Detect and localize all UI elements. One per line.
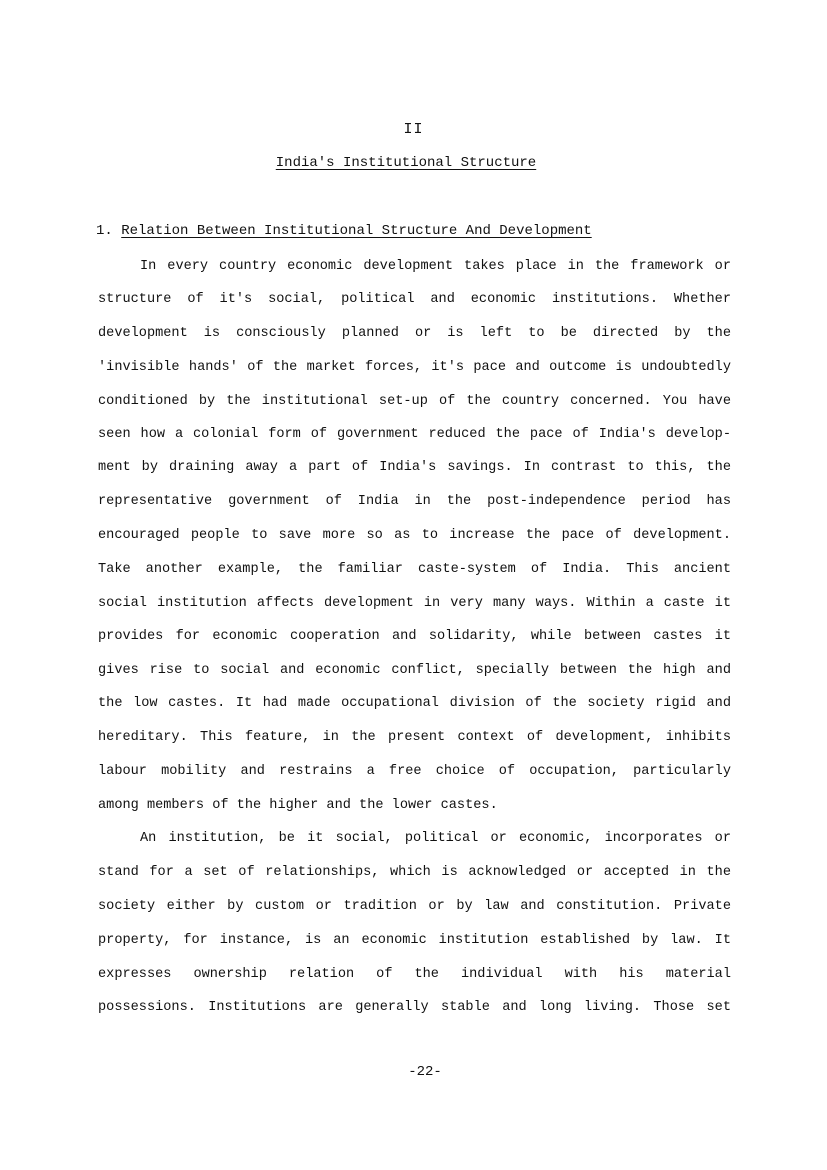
paragraph-1-line-4: 'invisible hands' of the market forces, it's pace and outcome is undoubtedly [98, 360, 731, 375]
paragraph-1-line-13: gives rise to social and economic conflict, specially between the high and [98, 663, 731, 678]
paragraph-1-line-8: representative government of India in the post-independence period has [98, 494, 731, 509]
paragraph-2-line-2: stand for a set of relationships, which is acknowledged or accepted in the [98, 865, 731, 880]
section-heading [96, 223, 592, 239]
paragraph-1-line-15: hereditary. This feature, in the present context of development, inhibits [98, 730, 731, 745]
page-number: -22- [408, 1064, 442, 1080]
chapter-number: II [403, 121, 424, 138]
paragraph-1-line-10: Take another example, the familiar caste-system of India. This ancient [98, 562, 731, 577]
paragraph-2-line-6: possessions. Institutions are generally stable and long living. Those set [98, 1000, 731, 1015]
paragraph-2-line-4: property, for instance, is an economic institution established by law. It [98, 933, 731, 948]
paragraph-1-line-11: social institution affects development in very many ways. Within a caste it [98, 596, 731, 611]
section-number: 1. [96, 223, 113, 239]
paragraph-1-line-2: structure of it's social, political and economic institutions. Whether [98, 292, 731, 307]
section-title: Relation Between Institutional Structure And Development [121, 223, 592, 239]
paragraph-2-line-1: An institution, be it social, political or economic, incorporates or [140, 831, 731, 846]
chapter-title: India's Institutional Structure [275, 155, 537, 171]
paragraph-1-line-5: conditioned by the institutional set-up of the country concerned. You have [98, 394, 731, 409]
paragraph-1-line-6: seen how a colonial form of government reduced the pace of India's develop- [98, 427, 731, 442]
paragraph-1-line-7: ment by draining away a part of India's savings. In contrast to this, the [98, 460, 731, 475]
paragraph-1-line-14: the low castes. It had made occupational division of the society rigid and [98, 696, 731, 711]
paragraph-2-line-5: expresses ownership relation of the individual with his material [98, 967, 731, 982]
paragraph-1-line-17: among members of the higher and the lower castes. [98, 798, 498, 813]
paragraph-2-line-3: society either by custom or tradition or by law and constitution. Private [98, 899, 731, 914]
paragraph-1-line-16: labour mobility and restrains a free choice of occupation, particularly [98, 764, 731, 779]
paragraph-1-line-1: In every country economic development takes place in the framework or [140, 259, 731, 274]
paragraph-1-line-12: provides for economic cooperation and solidarity, while between castes it [98, 629, 731, 644]
paragraph-1-line-9: encouraged people to save more so as to increase the pace of development. [98, 528, 731, 543]
paragraph-1-line-3: development is consciously planned or is left to be directed by the [98, 326, 731, 341]
